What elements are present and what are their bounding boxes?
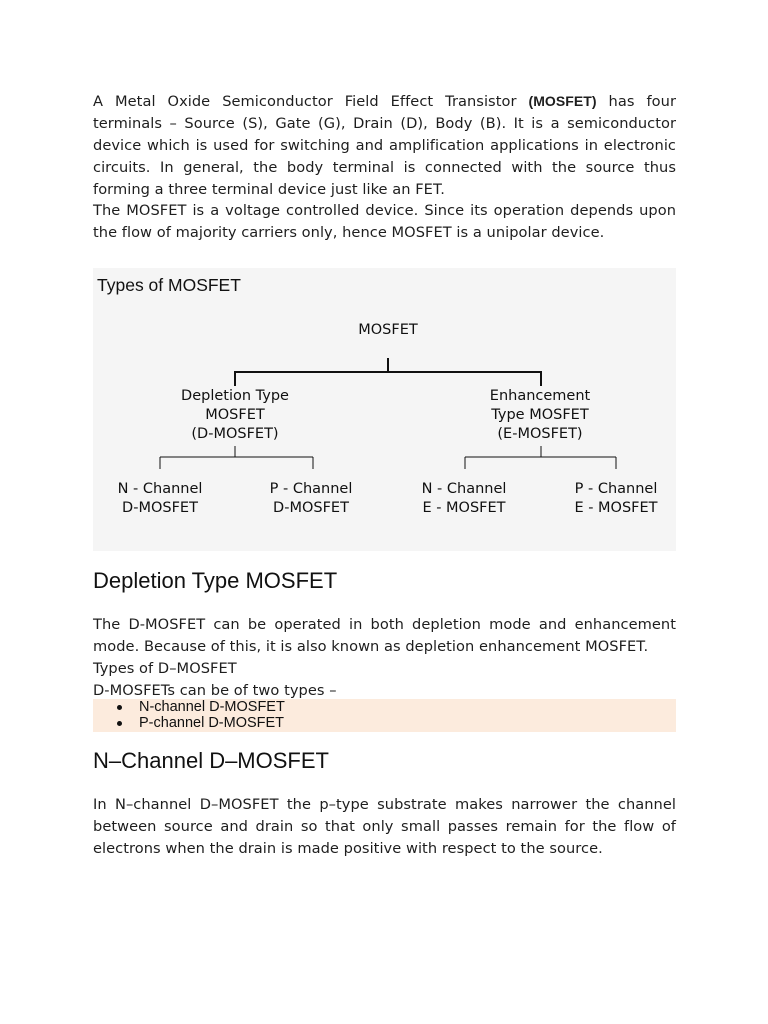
depletion-paragraph: The D-MOSFET can be operated in both depletion mode and enhancement mode. Because of this, it is also known as depletion enhancement MOSFET.: [93, 616, 676, 655]
enhancement-line-1: Enhancement: [489, 388, 591, 404]
list-item-text: P-channel D-MOSFET: [139, 715, 285, 731]
leaf-p-channel-d-mosfet: [231, 480, 391, 518]
depletion-node: [155, 387, 315, 444]
enhancement-node: [460, 387, 620, 444]
leaf2-line-1: P - Channel: [269, 481, 353, 497]
root-node-label: MOSFET: [358, 322, 418, 338]
leaf4-line-2: E - MOSFET: [574, 500, 658, 516]
intro-paragraph-1: [93, 90, 676, 201]
section-heading-n-channel: N–Channel D–MOSFET: [93, 748, 329, 773]
d-mosfet-types-list: [93, 699, 676, 732]
mosfet-abbrev: (MOSFET): [528, 93, 597, 109]
enhancement-line-2: Type MOSFET: [491, 407, 589, 423]
leaf4-line-1: P - Channel: [574, 481, 658, 497]
leaf-n-channel-e-mosfet: [384, 480, 544, 518]
bullet-icon: [117, 721, 122, 726]
n-channel-paragraph: In N–channel D–MOSFET the p–type substrate makes narrower the channel between source and drain so that only small passes remain for the flow of electrons when the drain is made positive with respect to the source.: [93, 796, 676, 857]
leaf1-line-2: D-MOSFET: [122, 500, 198, 516]
d-mosfet-types-intro: D-MOSFETs can be of two types –: [93, 682, 337, 699]
intro-text-rest: has four terminals – Source (S), Gate (G), Drain (D), Body (B). It is a semiconductor device which is used for switching and amplification applications in electronic circuits. In general, the body terminal is connected with the source thus forming a three terminal device just like an FET.: [93, 93, 676, 198]
types-of-d-mosfet-label: Types of D–MOSFET: [93, 660, 237, 677]
section-heading-depletion: Depletion Type MOSFET: [93, 568, 338, 593]
list-item: [93, 715, 676, 731]
leaf2-line-2: D-MOSFET: [273, 500, 349, 516]
list-item-text: N-channel D-MOSFET: [139, 699, 285, 715]
root-node: [308, 321, 468, 340]
enhancement-line-3: (E-MOSFET): [497, 426, 583, 442]
figure-title: Types of MOSFET: [97, 275, 241, 295]
list-item: [93, 699, 676, 715]
intro-paragraph-2: The MOSFET is a voltage controlled device. Since its operation depends upon the flow of majority carriers only, hence MOSFET is a unipolar device.: [93, 202, 676, 241]
leaf-n-channel-d-mosfet: [80, 480, 240, 518]
depletion-line-1: Depletion Type: [181, 388, 289, 404]
bullet-icon: [117, 705, 122, 710]
mosfet-types-diagram: [93, 268, 676, 551]
leaf1-line-1: N - Channel: [117, 481, 203, 497]
leaf3-line-2: E - MOSFET: [422, 500, 506, 516]
intro-text-start: A Metal Oxide Semiconductor Field Effect Transistor: [93, 93, 529, 110]
leaf-p-channel-e-mosfet: [536, 480, 696, 518]
depletion-line-3: (D-MOSFET): [191, 426, 279, 442]
depletion-line-2: MOSFET: [205, 407, 265, 423]
leaf3-line-1: N - Channel: [421, 481, 507, 497]
